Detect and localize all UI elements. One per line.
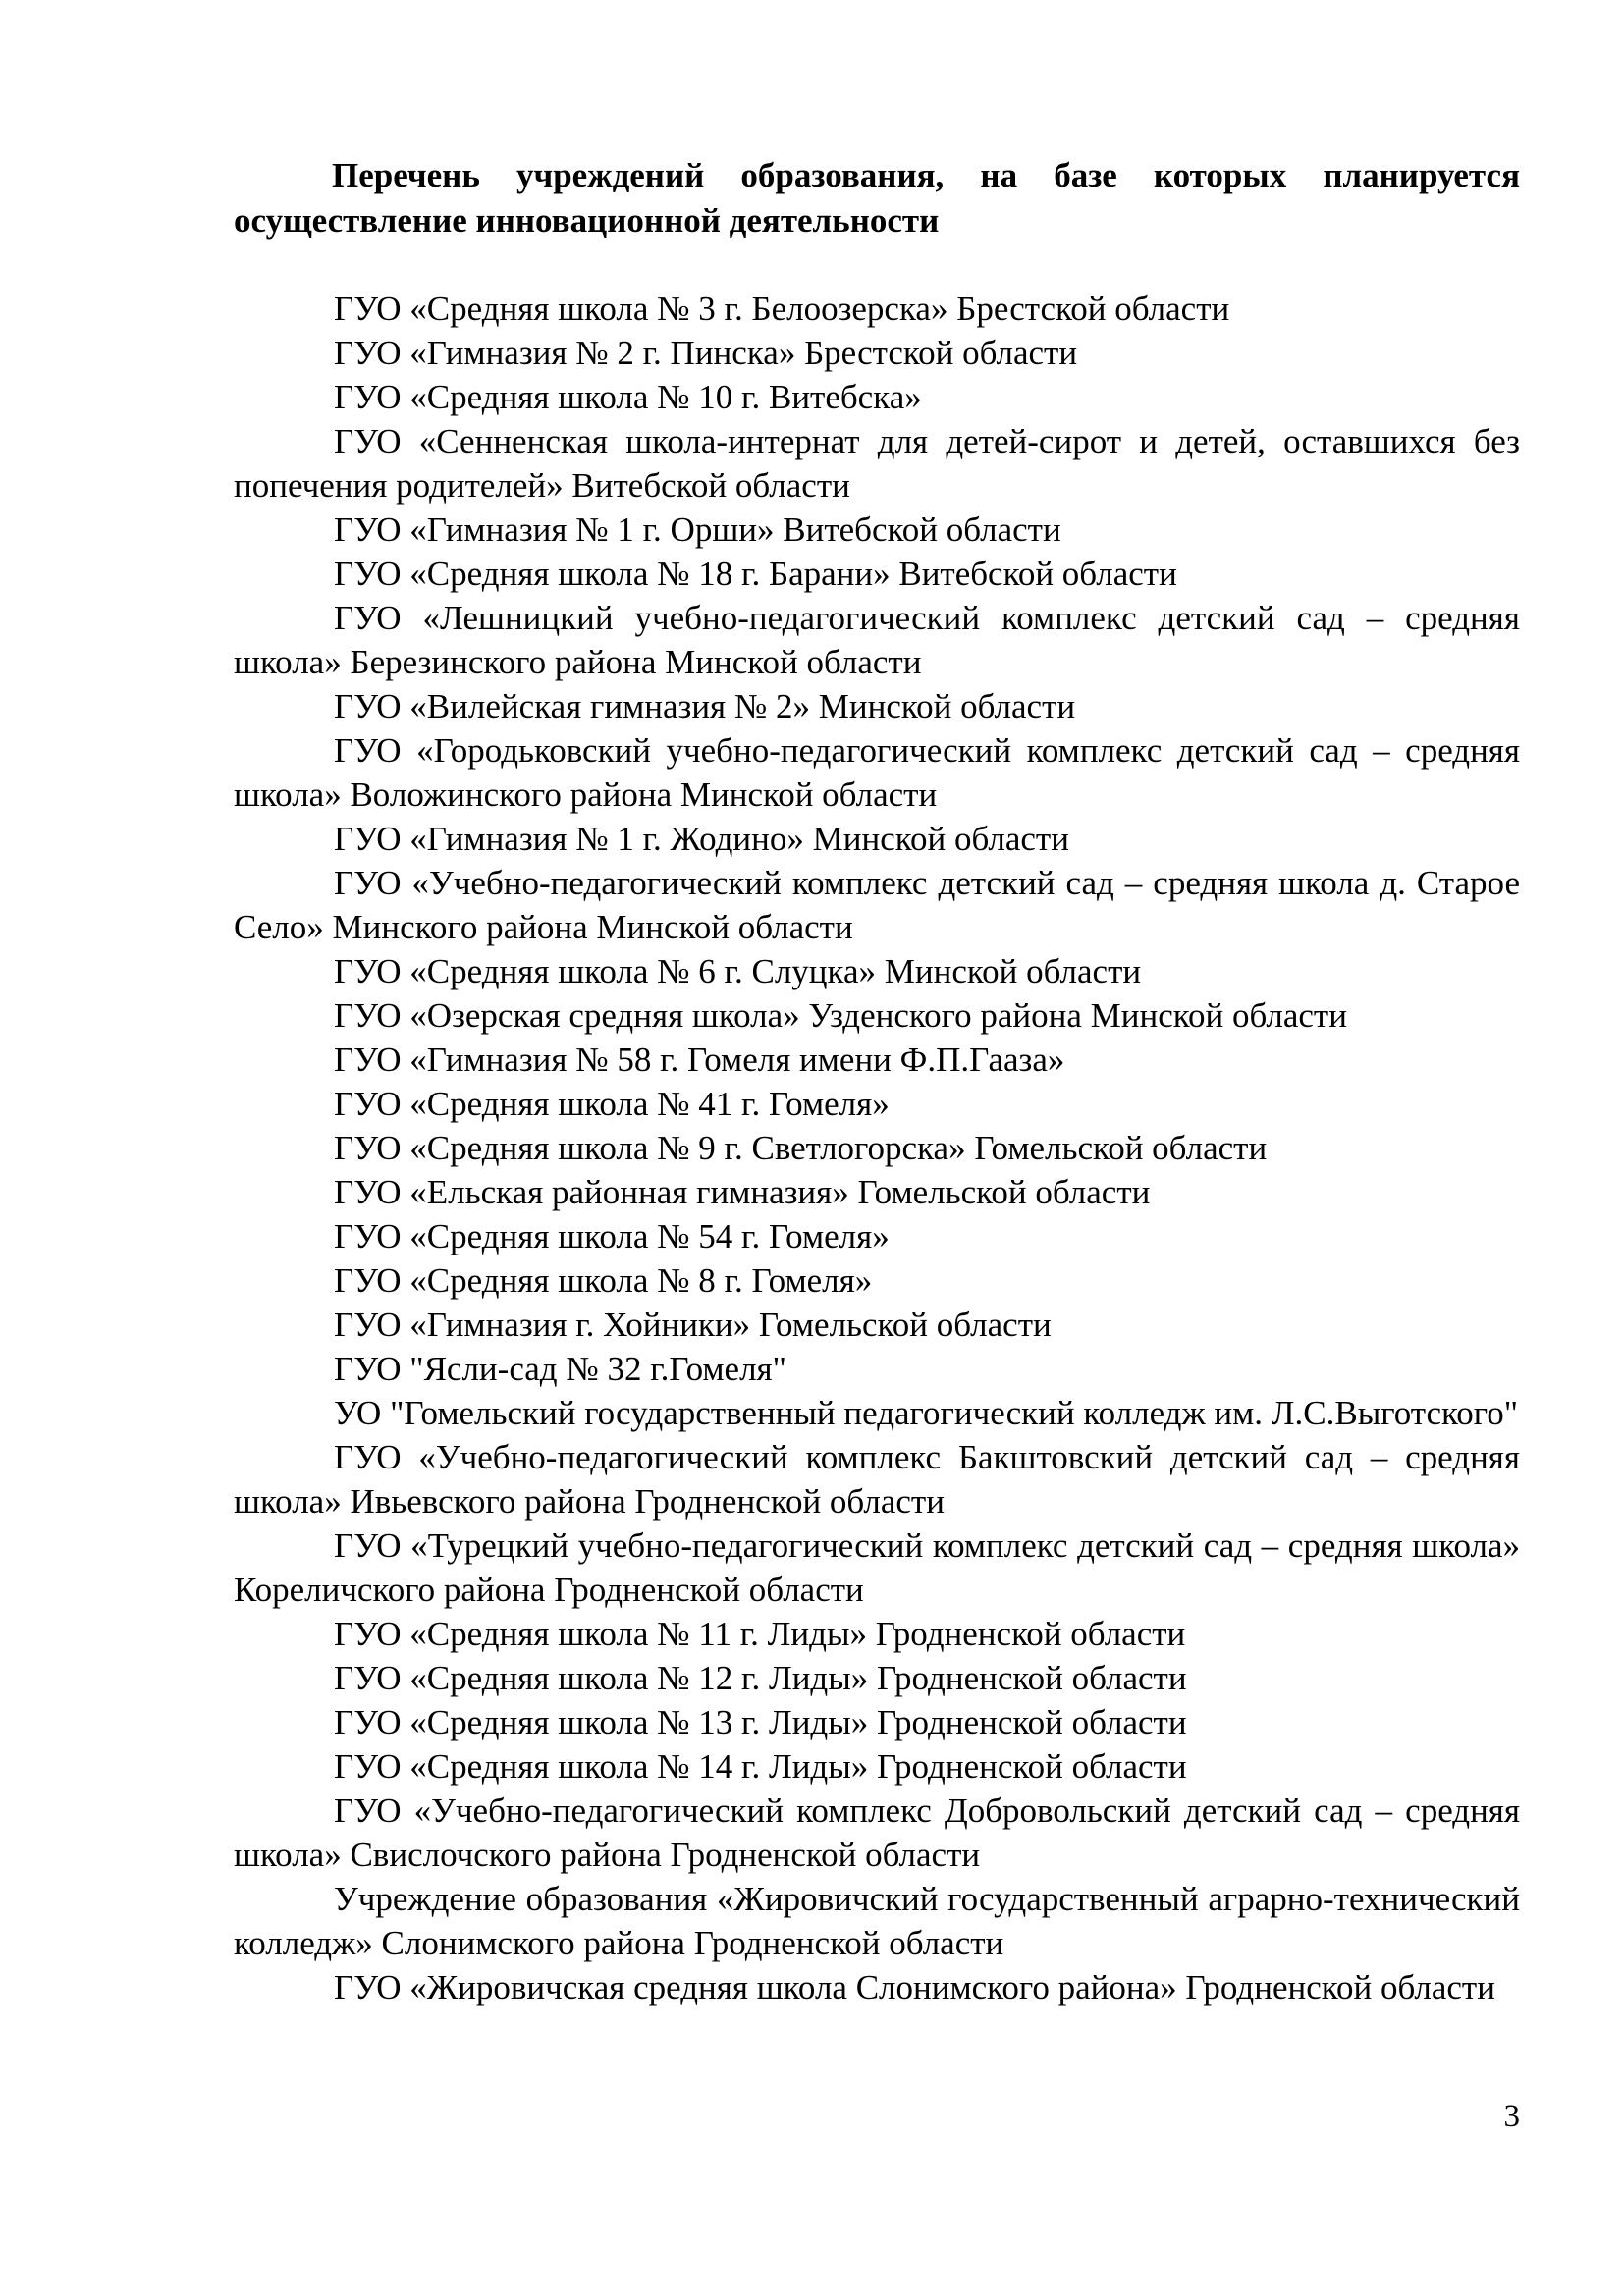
- list-item: Учреждение образования «Жировичский государственный аграрно-технический колледж» Слонимского района Гродненской области: [234, 1880, 1520, 1962]
- list-item: ГУО «Средняя школа № 13 г. Лиды» Гродненской области: [334, 1703, 1187, 1741]
- list-item: ГУО «Средняя школа № 6 г. Слуцка» Минской области: [334, 952, 1142, 990]
- list-item: ГУО «Ельская районная гимназия» Гомельской области: [334, 1173, 1151, 1211]
- list-item: ГУО «Лешницкий учебно-педагогический комплекс детский сад – средняя школа» Березинского района Минской области: [234, 599, 1520, 681]
- list-item: ГУО «Гимназия № 1 г. Орши» Витебской области: [334, 510, 1061, 549]
- list-item: ГУО «Гимназия № 2 г. Пинска» Брестской области: [334, 334, 1078, 372]
- list-item: ГУО «Городьковский учебно-педагогический комплекс детский сад – средняя школа» Воложинского района Минской области: [234, 731, 1520, 814]
- institution-list: [234, 287, 1520, 2009]
- list-item: ГУО «Средняя школа № 10 г. Витебска»: [334, 378, 922, 416]
- list-item: ГУО «Средняя школа № 14 г. Лиды» Гродненской области: [334, 1747, 1187, 1786]
- list-item: ГУО «Гимназия г. Хойники» Гомельской области: [334, 1306, 1052, 1344]
- list-item: ГУО «Гимназия № 58 г. Гомеля имени Ф.П.Гааза»: [334, 1041, 1065, 1079]
- list-item: ГУО «Учебно-педагогический комплекс Бакштовский детский сад – средняя школа» Ивьевского района Гродненской области: [234, 1438, 1520, 1521]
- list-item: ГУО "Ясли-сад № 32 г.Гомеля": [334, 1350, 786, 1388]
- list-item: ГУО «Средняя школа № 8 г. Гомеля»: [334, 1261, 873, 1300]
- list-item: ГУО «Средняя школа № 11 г. Лиды» Гродненской области: [334, 1615, 1186, 1653]
- list-item: ГУО «Жировичская средняя школа Слонимского района» Гродненской области: [334, 1968, 1495, 2006]
- list-item: ГУО «Вилейская гимназия № 2» Минской области: [334, 687, 1076, 725]
- list-item: ГУО «Средняя школа № 54 г. Гомеля»: [334, 1217, 890, 1255]
- list-item: ГУО «Учебно-педагогический комплекс детский сад – средняя школа д. Старое Село» Минского района Минской области: [234, 864, 1520, 946]
- list-item: ГУО «Озерская средняя школа» Узденского района Минской области: [334, 996, 1347, 1035]
- list-item: ГУО «Сенненская школа-интернат для детей-сирот и детей, оставшихся без попечения родителей» Витебской области: [234, 422, 1520, 505]
- list-item: ГУО «Гимназия № 1 г. Жодино» Минской области: [334, 820, 1069, 858]
- list-item: ГУО «Средняя школа № 9 г. Светлогорска» Гомельской области: [334, 1129, 1268, 1167]
- document-title: Перечень учреждений образования, на базе которых планируется осуществление инновационной деятельности: [234, 156, 1520, 240]
- list-item: ГУО «Турецкий учебно-педагогический комплекс детский сад – средняя школа» Кореличского района Гродненской области: [234, 1526, 1520, 1609]
- list-item: УО "Гомельский государственный педагогический колледж им. Л.С.Выготского": [334, 1394, 1518, 1432]
- page-number: 3: [1503, 2099, 1520, 2134]
- list-item: ГУО «Средняя школа № 3 г. Белоозерска» Брестской области: [334, 290, 1230, 328]
- list-item: ГУО «Средняя школа № 41 г. Гомеля»: [334, 1085, 890, 1123]
- list-item: ГУО «Средняя школа № 18 г. Барани» Витебской области: [334, 555, 1177, 593]
- list-item: ГУО «Учебно-педагогический комплекс Добровольский детский сад – средняя школа» Свислочского района Гродненской области: [234, 1791, 1520, 1874]
- list-item: ГУО «Средняя школа № 12 г. Лиды» Гродненской области: [334, 1659, 1187, 1697]
